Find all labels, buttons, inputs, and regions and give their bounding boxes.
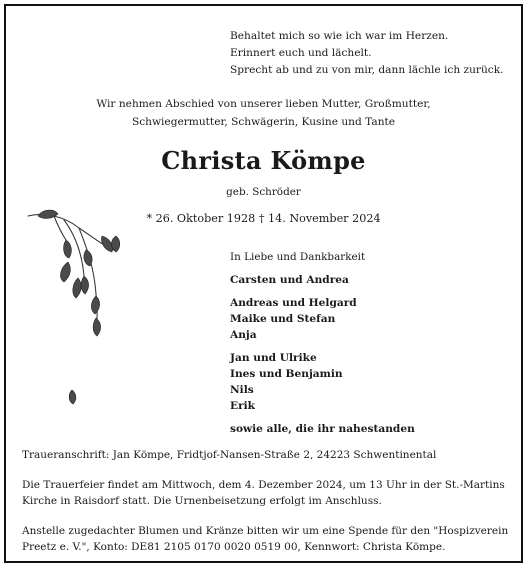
- mourner-group: [230, 272, 415, 288]
- mourner-name: Jan und Ulrike: [230, 352, 317, 364]
- mourner-name: Nils: [230, 384, 254, 396]
- mourner-name: Anja: [230, 329, 257, 341]
- leaf-branch-icon: [24, 206, 134, 406]
- mourner-group: [230, 421, 415, 437]
- intro-text: [6, 95, 521, 131]
- poem: [230, 28, 504, 79]
- poem-line: Behaltet mich so wie ich war im Herzen.: [230, 30, 449, 42]
- mourner-closing: sowie alle, die ihr nahestanden: [230, 423, 415, 435]
- poem-line: Sprecht ab und zu von mir, dann lächle ich zurück.: [230, 64, 504, 76]
- obituary-notice: [4, 4, 523, 563]
- mourners-intro: In Liebe und Dankbarkeit: [230, 251, 366, 263]
- intro-line: Schwiegermutter, Schwägerin, Kusine und Tante: [131, 116, 396, 128]
- life-dates: * 26. Oktober 1928 † 14. November 2024: [146, 212, 381, 225]
- notices: [22, 447, 510, 569]
- mourning-address: Traueranschrift: Jan Kömpe, Fridtjof-Nansen-Straße 2, 24223 Schwentinental: [22, 449, 437, 461]
- intro-line: Wir nehmen Abschied von unserer lieben Mutter, Großmutter,: [96, 98, 431, 110]
- mourner-name: Maike und Stefan: [230, 313, 336, 325]
- donation-info: Anstelle zugedachter Blumen und Kränze bitten wir um eine Spende für den "Hospizverein Preetz e. V.", Konto: DE81 2105 0170 0020 0519 00, Kennwort: Christa Kömpe.: [22, 525, 509, 553]
- poem-line: Erinnert euch und lächelt.: [230, 47, 372, 59]
- funeral-info: Die Trauerfeier findet am Mittwoch, dem 4. Dezember 2024, um 13 Uhr in der St.-Martins Kirche in Raisdorf statt. Die Urnenbeisetzung erfolgt im Anschluss.: [22, 479, 505, 507]
- mourner-name: Andreas und Helgard: [230, 297, 357, 309]
- birth-name: geb. Schröder: [226, 186, 301, 198]
- mourners-list: [230, 272, 415, 444]
- mourner-name: Carsten und Andrea: [230, 274, 349, 286]
- mourner-group: [230, 350, 415, 414]
- deceased-name: Christa Kömpe: [161, 146, 366, 175]
- mourner-name: Ines und Benjamin: [230, 368, 343, 380]
- mourner-name: Erik: [230, 400, 256, 412]
- mourner-group: [230, 295, 415, 343]
